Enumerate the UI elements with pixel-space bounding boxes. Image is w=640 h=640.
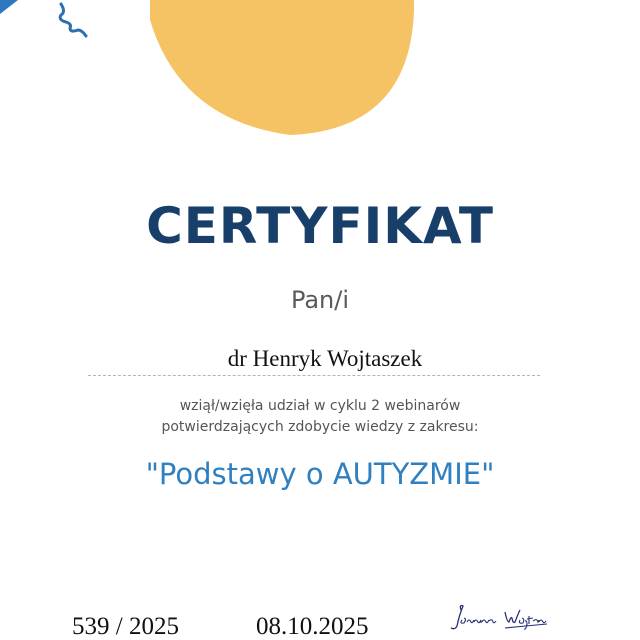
- wavy-line-icon: [60, 4, 86, 36]
- salutation: Pan/i: [290, 286, 350, 314]
- participation-text-line-1: wziął/wzięła udział w cyklu 2 webinarów: [179, 398, 461, 414]
- corner-triangle-icon: [0, 0, 18, 14]
- handwritten-signature: [445, 600, 555, 636]
- recipient-name: dr Henryk Wojtaszek: [227, 346, 423, 371]
- name-underline: [88, 375, 540, 376]
- certificate-number: 539 / 2025: [72, 613, 179, 640]
- yellow-accent-shape: [150, 0, 414, 135]
- course-topic: "Podstawy o AUTYZMIE": [145, 457, 495, 491]
- certificate-date: 08.10.2025: [256, 613, 369, 640]
- participation-text-line-2: potwierdzających zdobycie wiedzy z zakresu:: [161, 419, 479, 435]
- certificate-title: CERTYFIKAT: [146, 197, 494, 255]
